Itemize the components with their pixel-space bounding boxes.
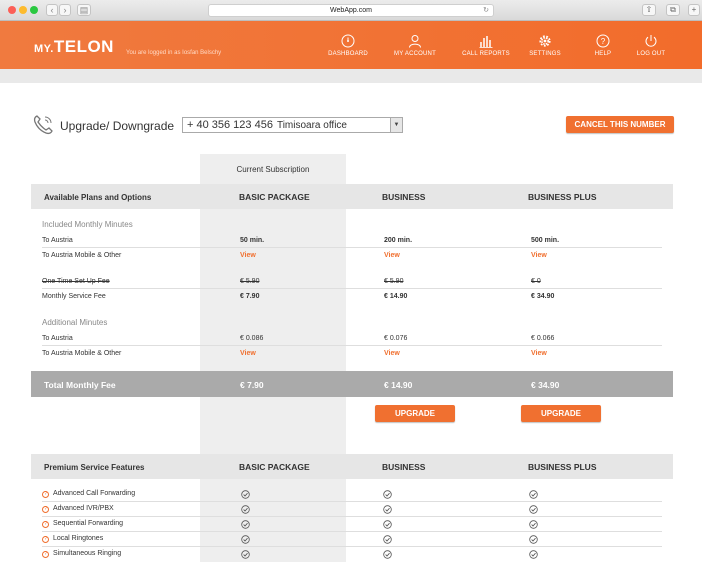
help-icon — [596, 34, 610, 48]
check-icon — [241, 550, 250, 559]
address-bar-url: WebApp.com — [330, 7, 372, 14]
row-divider — [42, 516, 662, 517]
check-icon — [241, 535, 250, 544]
phone-icon — [32, 114, 54, 136]
nav-my-account[interactable]: MY ACCOUNT — [389, 34, 441, 57]
power-icon — [644, 34, 658, 48]
row-divider — [42, 288, 662, 289]
check-icon — [383, 490, 392, 499]
feature-info-icon[interactable]: ? — [42, 536, 49, 543]
new-tab-button[interactable]: + — [688, 4, 700, 16]
row-label: One Time Set Up Fee — [42, 278, 110, 285]
additional-minutes-label: Additional Minutes — [42, 318, 108, 327]
forward-button[interactable]: › — [59, 4, 71, 16]
total-value: € 34.90 — [531, 380, 560, 390]
plan-cell: € 0.086 — [240, 335, 264, 342]
check-icon — [529, 550, 538, 559]
feature-info-icon[interactable]: ? — [42, 521, 49, 528]
row-label: To Austria Mobile & Other — [42, 350, 122, 357]
feature-label: Advanced Call Forwarding — [53, 490, 136, 497]
feature-info-icon[interactable]: ? — [42, 551, 49, 558]
plan-cell: 500 min. — [531, 237, 560, 244]
plan-cell: € 0.066 — [531, 335, 555, 342]
row-label: Monthly Service Fee — [42, 293, 106, 300]
user-icon — [408, 34, 422, 48]
features-header-business-plus: BUSINESS PLUS — [528, 462, 597, 472]
cancel-number-button[interactable]: CANCEL THIS NUMBER — [566, 116, 674, 133]
back-button[interactable]: ‹ — [46, 4, 58, 16]
nav-log-out[interactable]: LOG OUT — [625, 34, 677, 57]
share-button[interactable]: ⇧ — [642, 4, 656, 16]
page-title: Upgrade/ Downgrade — [60, 119, 175, 133]
selected-number: + 40 356 123 456 — [187, 119, 273, 131]
plans-header-options: Available Plans and Options — [44, 193, 152, 202]
plans-header-business: BUSINESS — [382, 192, 426, 202]
plans-header-basic: BASIC PACKAGE — [239, 192, 310, 202]
total-row — [31, 371, 673, 397]
row-divider — [42, 345, 662, 346]
plan-cell: 200 min. — [384, 237, 413, 244]
dashboard-icon — [341, 34, 355, 48]
row-label: To Austria — [42, 335, 73, 342]
check-icon — [383, 520, 392, 529]
row-divider — [42, 531, 662, 532]
dropdown-arrow-icon[interactable]: ▼ — [390, 118, 402, 132]
features-header-title: Premium Service Features — [44, 463, 145, 472]
check-icon — [383, 535, 392, 544]
check-icon — [529, 520, 538, 529]
check-icon — [529, 490, 538, 499]
zoom-window-button[interactable] — [30, 6, 38, 14]
check-icon — [241, 505, 250, 514]
plan-cell: € 14.90 — [384, 293, 408, 300]
plan-cell: € 5.90 — [240, 278, 260, 285]
row-divider — [42, 501, 662, 502]
view-link[interactable]: View — [384, 252, 400, 259]
check-icon — [529, 535, 538, 544]
gear-icon — [538, 34, 552, 48]
plan-cell: € 7.90 — [240, 293, 260, 300]
included-minutes-label: Included Monthly Minutes — [42, 220, 133, 229]
close-window-button[interactable] — [8, 6, 16, 14]
sidebar-toggle-button[interactable]: ▤ — [77, 4, 91, 16]
plan-cell: € 34.90 — [531, 293, 555, 300]
tabs-overview-button[interactable]: ⧉ — [666, 4, 680, 16]
plan-cell: € 0 — [531, 278, 541, 285]
view-link[interactable]: View — [240, 252, 256, 259]
row-label: To Austria — [42, 237, 73, 244]
nav-help[interactable]: ? HELP — [577, 34, 629, 57]
row-divider — [42, 247, 662, 248]
row-divider — [42, 546, 662, 547]
feature-label: Simultaneous Ringing — [53, 550, 122, 557]
plan-cell: € 0.076 — [384, 335, 408, 342]
view-link[interactable]: View — [531, 350, 547, 357]
check-icon — [241, 520, 250, 529]
logo[interactable]: MY.TELON — [34, 37, 114, 56]
current-subscription-label: Current Subscription — [236, 165, 310, 174]
check-icon — [529, 505, 538, 514]
nav-call-reports[interactable]: CALL REPORTS — [460, 34, 512, 57]
app-header — [0, 21, 702, 69]
plans-header-business-plus: BUSINESS PLUS — [528, 192, 597, 202]
check-icon — [383, 505, 392, 514]
check-icon — [383, 550, 392, 559]
view-link[interactable]: View — [240, 350, 256, 357]
features-header-basic: BASIC PACKAGE — [239, 462, 310, 472]
minimize-window-button[interactable] — [19, 6, 27, 14]
selected-office: Timisoara office — [276, 120, 347, 131]
view-link[interactable]: View — [531, 252, 547, 259]
feature-info-icon[interactable]: ? — [42, 506, 49, 513]
upgrade-business-button[interactable]: UPGRADE — [375, 405, 455, 422]
feature-info-icon[interactable]: ? — [42, 491, 49, 498]
reload-icon[interactable]: ↻ — [483, 7, 489, 14]
upgrade-business-plus-button[interactable]: UPGRADE — [521, 405, 601, 422]
bar-chart-icon — [479, 34, 493, 48]
total-label: Total Monthly Fee — [44, 380, 116, 390]
address-bar[interactable] — [208, 4, 494, 17]
plan-cell: € 5.90 — [384, 278, 404, 285]
features-header-business: BUSINESS — [382, 462, 426, 472]
header-band — [0, 69, 702, 83]
nav-dashboard[interactable]: DASHBOARD — [322, 34, 374, 57]
row-label: To Austria Mobile & Other — [42, 252, 122, 259]
feature-label: Advanced IVR/PBX — [53, 505, 114, 512]
svg-text:?: ? — [600, 37, 606, 46]
browser-toolbar — [0, 0, 702, 21]
feature-label: Sequential Forwarding — [53, 520, 124, 527]
check-icon — [241, 490, 250, 499]
feature-label: Local Ringtones — [53, 535, 104, 542]
nav-settings[interactable]: SETTINGS — [519, 34, 571, 57]
number-select[interactable] — [182, 117, 403, 133]
total-value: € 7.90 — [240, 380, 264, 390]
logged-in-text: You are logged in as Iosfan Belschy — [126, 50, 222, 56]
total-value: € 14.90 — [384, 380, 413, 390]
view-link[interactable]: View — [384, 350, 400, 357]
plan-cell: 50 min. — [240, 237, 265, 244]
